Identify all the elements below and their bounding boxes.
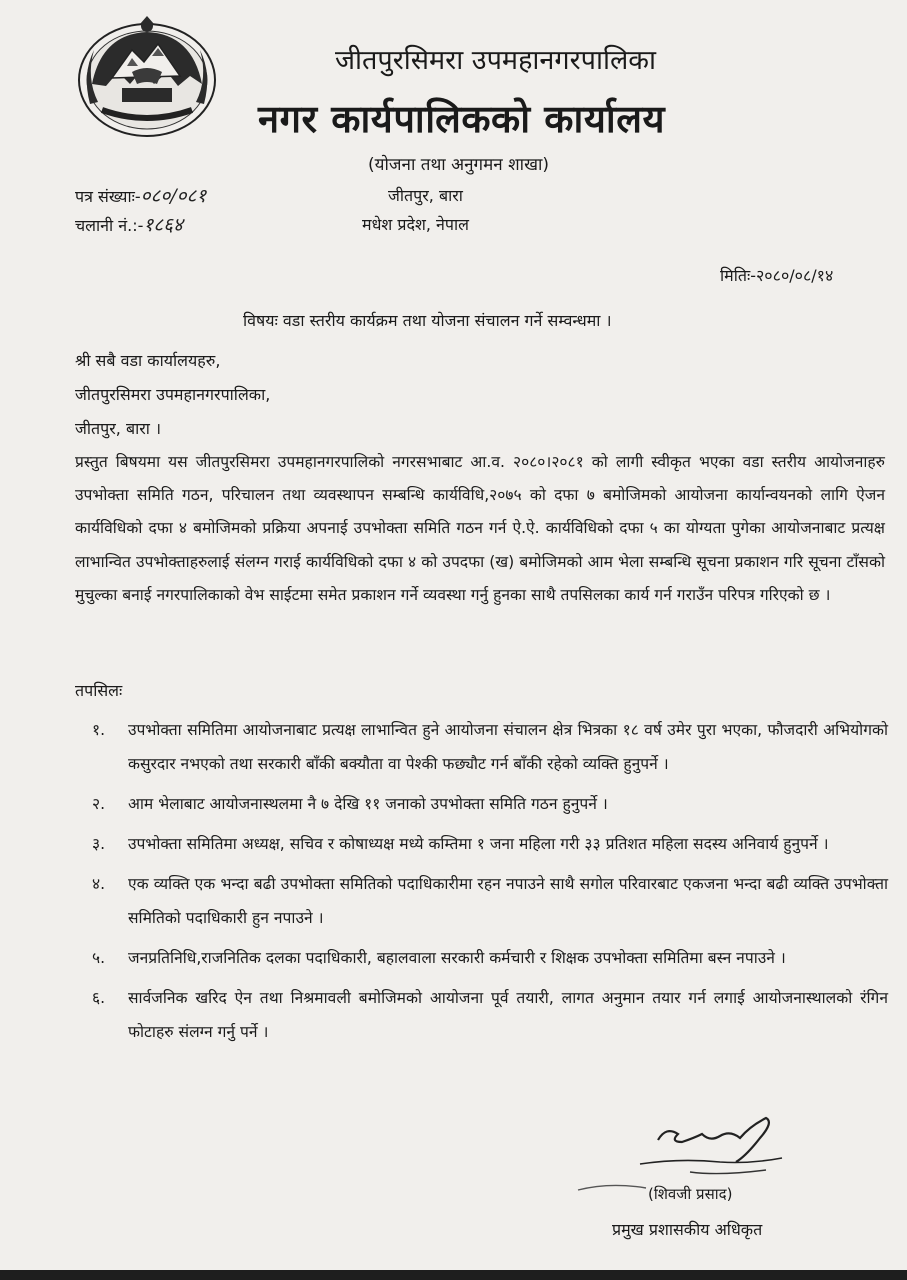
list-item-text: आम भेलाबाट आयोजनास्थलमा नै ७ देखि ११ जनाको उपभोक्ता समिति गठन हुनुपर्ने ।	[128, 795, 608, 813]
list-item-number: ५.	[92, 949, 106, 967]
letter-date: मितिः-२०८०/०८/१४	[720, 266, 834, 285]
addressee-line1: श्री सबै वडा कार्यालयहरु,	[75, 351, 221, 370]
letter-body: प्रस्तुत बिषयमा यस जीतपुरसिमरा उपमहानगरपालिको नगरसभाबाट आ.व. २०८०।२०८१ को लागी स्वीकृत भएका वडा स्तरीय आयोजनाहरु उपभोक्ता समिति गठन, परिचालन तथा व्यवस्थापन सम्बन्धि कार्यविधि,२०७५ को दफा ७ बमोजिमको आयोजना कार्यान्वयनको लागि ऐजन कार्यविधिको दफा ४ बमोजिमको प्रक्रिया अपनाई उपभोक्ता समिति गठन गर्न ऐ.ऐ. कार्यविधिको दफा ५ का योग्यता पुगेका आयोजनाबाट प्रत्यक्ष लाभान्वित उपभोक्ताहरुलाई संलग्न गराई कार्यविधिको दफा ४ को उपदफा (ख) बमोजिमको आम भेला सम्बन्धि सूचना प्रकाशन गरि सूचना टाँसको मुचुल्का बनाई नगरपालिकाको वेभ साईटमा समेत प्रकाशन गर्ने व्यवस्था गर्नु हुनका साथै तपसिलका कार्य गर्न गराउँन परिपत्र गरिएको छ ।	[75, 453, 885, 604]
office-address-line1: जीतपुर, बारा	[388, 186, 463, 205]
list-item	[88, 787, 888, 821]
letter-number-value: ०८०/०८१	[140, 185, 207, 207]
section-name: (योजना तथा अनुगमन शाखा)	[368, 155, 550, 175]
list-item	[88, 941, 888, 975]
office-address-line2: मधेश प्रदेश, नेपाल	[362, 215, 469, 234]
letter-number	[75, 182, 206, 208]
list-item-number: ३.	[92, 835, 106, 853]
signatory-title: प्रमुख प्रशासकीय अधिकृत	[612, 1220, 763, 1239]
dispatch-number-value: १८६४	[143, 214, 183, 236]
list-item-number: २.	[92, 795, 106, 813]
details-list	[88, 713, 888, 1055]
letter-subject: विषयः वडा स्तरीय कार्यक्रम तथा योजना संचालन गर्ने सम्वन्धमा ।	[243, 311, 612, 330]
addressee-line3: जीतपुर, बारा ।	[75, 419, 162, 438]
nepal-emblem-icon	[72, 14, 222, 139]
list-item-text: उपभोक्ता समितिमा अध्यक्ष, सचिव र कोषाध्यक्ष मध्ये कम्तिमा १ जना महिला गरी ३३ प्रतिशत महिला सदस्य अनिवार्य हुनुपर्ने ।	[128, 835, 829, 853]
dispatch-number	[75, 211, 183, 237]
dispatch-number-label: चलानी नं.:-	[75, 216, 144, 235]
bottom-edge	[0, 1270, 907, 1280]
list-item-number: ६.	[92, 989, 106, 1007]
list-item	[88, 827, 888, 861]
signatory-name: (शिवजी प्रसाद)	[648, 1185, 733, 1203]
list-item-text: सार्वजनिक खरिद ऐन तथा निश्रमावली बमोजिमको आयोजना पूर्व तयारी, लागत अनुमान तयार गर्न लगाई आयोजनास्थालको रंगिन फोटाहरु संलग्न गर्नु पर्ने ।	[128, 989, 888, 1041]
list-item	[88, 981, 888, 1049]
office-name: नगर कार्यपालिकको कार्यालय	[258, 97, 666, 141]
addressee-line2: जीतपुरसिमरा उपमहानगरपालिका,	[75, 385, 271, 404]
list-item-text: जनप्रतिनिधि,राजनितिक दलका पदाधिकारी, बहालवाला सरकारी कर्मचारी र शिक्षक उपभोक्ता समितिमा बस्न नपाउने ।	[128, 949, 786, 967]
municipality-name: जीतपुरसिमरा उपमहानगरपालिका	[335, 45, 656, 76]
list-item-number: १.	[92, 721, 106, 739]
details-heading: तपसिलः	[75, 681, 123, 700]
list-item-text: उपभोक्ता समितिमा आयोजनाबाट प्रत्यक्ष लाभान्वित हुने आयोजना संचालन क्षेत्र भित्रका १८ वर्ष उमेर पुरा भएका, फौजदारी अभियोगको कसुरदार नभएको तथा सरकारी बाँकी बक्यौता वा पेश्की फछ्यौट गर्न बाँकी रहेको व्यक्ति हुनुपर्ने ।	[128, 721, 888, 773]
letter-number-label: पत्र संख्याः-	[75, 187, 141, 206]
list-item	[88, 867, 888, 935]
list-item-text: एक व्यक्ति एक भन्दा बढी उपभोक्ता समितिको पदाधिकारीमा रहन नपाउने साथै सगोल परिवारबाट एकजना भन्दा बढी व्यक्ति उपभोक्ता समितिको पदाधिकारी हुन नपाउने ।	[128, 875, 888, 927]
list-item	[88, 713, 888, 781]
list-item-number: ४.	[92, 875, 106, 893]
